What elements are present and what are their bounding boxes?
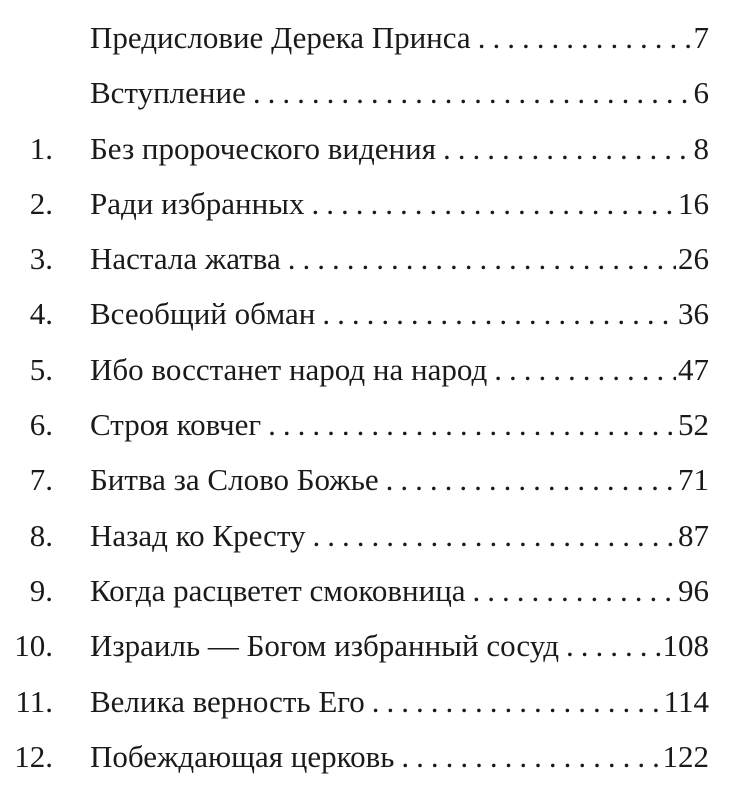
entry-title: Всеобщий обман (90, 296, 316, 332)
toc-row (0, 286, 709, 341)
dot-leader (471, 10, 692, 65)
toc-row (0, 452, 709, 507)
page-number: 47 (678, 351, 709, 387)
page-number: 114 (663, 683, 709, 719)
entry-number: 1. (29, 130, 53, 166)
entry-title: Предисловие Дерека Принса (90, 20, 471, 55)
page-number: 71 (678, 462, 709, 498)
entry-number: 9. (29, 572, 53, 608)
page-number: 36 (678, 296, 709, 332)
toc-row (0, 65, 709, 120)
page-number: 16 (678, 185, 709, 221)
page-number: 52 (678, 407, 709, 443)
dot-leader (261, 397, 676, 452)
page-number: 122 (662, 738, 709, 774)
entry-number: 2. (29, 185, 53, 221)
page-number: 8 (693, 130, 709, 166)
toc-row (0, 121, 709, 176)
dot-leader (379, 452, 676, 507)
page-number: 87 (678, 517, 709, 553)
entry-number: 6. (29, 407, 53, 443)
toc-row (0, 729, 709, 784)
dot-leader (306, 508, 676, 563)
dot-leader (246, 65, 692, 120)
dot-leader (315, 286, 676, 341)
toc-row (0, 618, 709, 673)
toc-row (0, 563, 709, 618)
entry-title: Ибо восстанет народ на народ (90, 351, 488, 387)
entry-number: 12. (14, 738, 53, 774)
entry-title: Без пророческого видения (90, 130, 436, 166)
dot-leader (466, 563, 676, 618)
entry-number: 11. (15, 683, 53, 719)
entry-number: 4. (29, 296, 53, 332)
toc-row (0, 674, 709, 729)
entry-title: Назад ко Кресту (90, 517, 306, 553)
entry-title: Вступление (90, 75, 246, 111)
dot-leader (487, 342, 676, 397)
entry-title: Строя ковчег (90, 407, 262, 443)
dot-leader (305, 176, 677, 231)
entry-title: Велика верность Его (90, 683, 365, 719)
entry-title: Израиль — Богом избранный сосуд (90, 628, 560, 664)
page-number: 96 (678, 572, 709, 608)
toc-row (0, 10, 709, 65)
page-number: 108 (662, 628, 709, 664)
dot-leader (436, 121, 692, 176)
dot-leader (394, 729, 660, 784)
entry-number: 3. (29, 241, 53, 277)
dot-leader (559, 618, 660, 673)
entry-number: 7. (29, 462, 53, 498)
toc-row (0, 176, 709, 231)
dot-leader (365, 674, 662, 729)
entry-title: Ради избранных (90, 185, 305, 221)
entry-number: 8. (29, 517, 53, 553)
entry-title: Когда расцветет смоковница (90, 572, 466, 608)
entry-number: 5. (29, 351, 53, 387)
toc-row (0, 231, 709, 286)
entry-number: 10. (14, 628, 53, 664)
page-number: 7 (693, 20, 709, 55)
entry-title: Настала жатва (90, 241, 281, 277)
toc-row (0, 508, 709, 563)
toc-row (0, 342, 709, 397)
dot-leader (281, 231, 676, 286)
page-number: 26 (678, 241, 709, 277)
entry-title: Побеждающая церковь (90, 738, 395, 774)
page-number: 6 (693, 75, 709, 111)
toc-row (0, 397, 709, 452)
entry-title: Битва за Слово Божье (90, 462, 379, 498)
